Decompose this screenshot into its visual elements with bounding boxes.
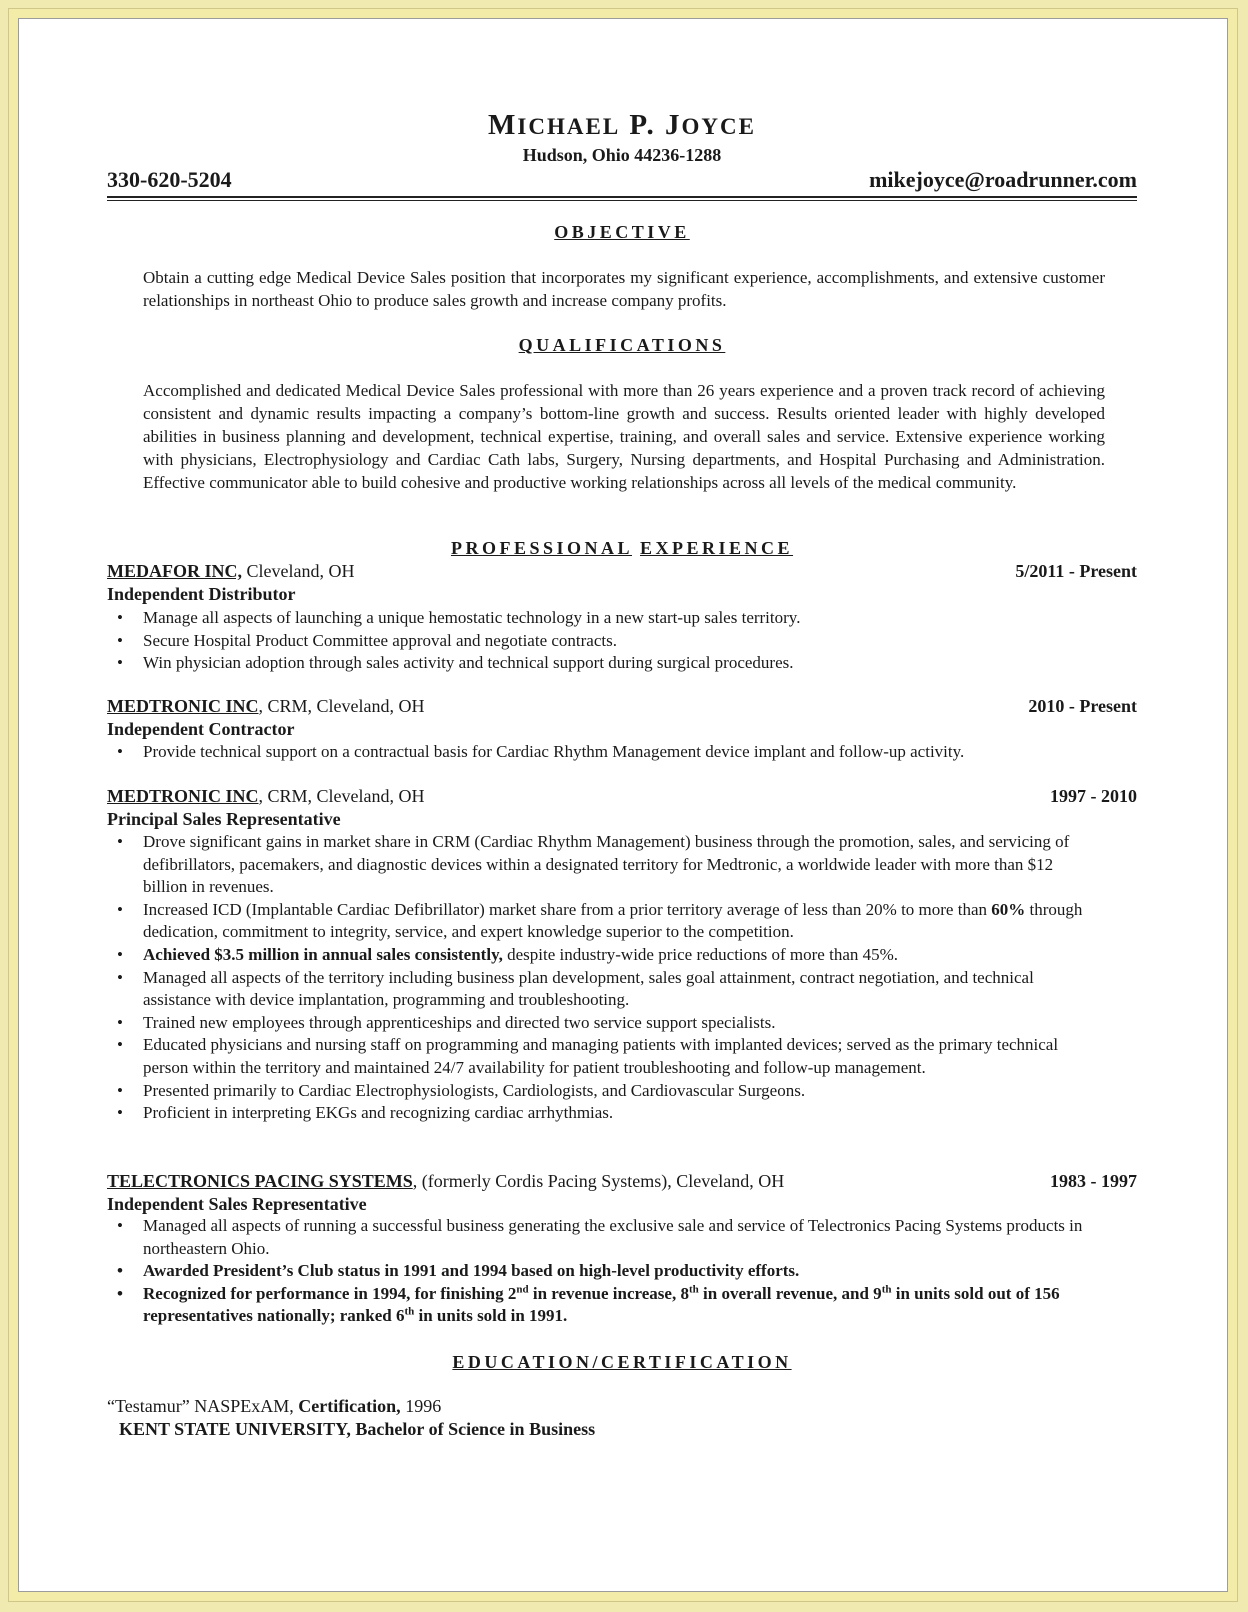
phone-number: 330-620-5204 — [107, 167, 232, 192]
company-name: MEDAFOR INC, — [107, 561, 242, 581]
name-last-rest: OYCE — [681, 114, 756, 139]
company-name: TELECTRONICS PACING SYSTEMS — [107, 1171, 413, 1191]
job-header-medtronic-contractor — [107, 696, 1137, 717]
job-bullets-medtronic-sales — [143, 831, 1101, 1125]
job-dates: 1997 - 2010 — [1050, 786, 1137, 806]
list-item: • Managed all aspects of running a successful business generating the exclusive sale and service of Telectronics Pacing Systems products in northeastern Ohio. — [143, 1215, 1101, 1260]
list-item: • Presented primarily to Cardiac Electrophysiologists, Cardiologists, and Cardiovascular Surgeons. — [143, 1080, 1101, 1103]
qualifications-heading: QUALIFICATIONS — [518, 335, 726, 355]
job-dates: 2010 - Present — [1028, 696, 1137, 716]
job-role: Principal Sales Representative — [107, 809, 341, 829]
list-item: • Win physician adoption through sales activity and technical support during surgical procedures. — [143, 652, 1101, 675]
company-location: Cleveland, OH — [242, 561, 355, 581]
qualifications-text: Accomplished and dedicated Medical Device Sales professional with more than 26 years experience and a proven track record of achieving consistent and dynamic results impacting a company’s bottom-line growth and success. Results oriented leader with highly developed abilities in business planning and development, technical expertise, training, and overall sales and service. Extensive experience working with physicians, Electrophysiology and Cardiac Cath labs, Surgery, Nursing departments, and Hospital Purchasing and Administration. Effective communicator able to build cohesive and productive working relationships across all levels of the medical community. — [143, 381, 1105, 492]
address: Hudson, Ohio 44236-1288 — [522, 145, 722, 165]
company-name: MEDTRONIC INC — [107, 786, 259, 806]
name-middle: P. — [629, 109, 656, 141]
list-item: • Managed all aspects of the territory including business plan development, sales goal attainment, contract negotiation, and technical assistance with device implantation, programming and troubleshooting. — [143, 967, 1101, 1012]
job-role: Independent Contractor — [107, 719, 295, 739]
job-bullets-medafor — [143, 607, 1101, 675]
job-header-medafor — [107, 561, 1137, 582]
list-item: • Proficient in interpreting EKGs and recognizing cardiac arrhythmias. — [143, 1102, 1101, 1125]
job-bullets-medtronic-contractor — [143, 741, 1101, 764]
company-location: , CRM, Cleveland, OH — [258, 696, 425, 716]
objective-text: Obtain a cutting edge Medical Device Sales position that incorporates my significant experience, accomplishments, and extensive customer relationships in northeast Ohio to produce sales growth and increase company profits. — [143, 268, 1105, 310]
experience-heading: PROFESSIONAL EXPERIENCE — [450, 538, 794, 558]
certification-line: “Testamur” NASPExAM, Certification, 1996 — [107, 1396, 442, 1416]
list-item: • Provide technical support on a contractual basis for Cardiac Rhythm Management device implant and follow-up activity. — [143, 741, 1101, 764]
email-address: mikejoyce@roadrunner.com — [869, 167, 1137, 192]
job-role: Independent Sales Representative — [107, 1194, 367, 1214]
list-item: • Recognized for performance in 1994, for finishing 2nd in revenue increase, 8th in overall revenue, and 9th in units sold out of 156 representatives nationally; ranked 6th in units sold in 1991. — [143, 1283, 1101, 1328]
list-item: • Increased ICD (Implantable Cardiac Defibrillator) market share from a prior territory average of less than 20% to more than 60% through dedication, commitment to integrity, service, and expert knowledge superior to the competition. — [143, 899, 1101, 944]
header-divider — [107, 196, 1137, 198]
list-item: • Educated physicians and nursing staff on programming and managing patients with implanted devices; served as the primary technical person within the territory and maintained 24/7 availability for patient troubleshooting and follow-up management. — [143, 1034, 1101, 1079]
job-header-medtronic-sales — [107, 786, 1137, 807]
name-last-initial: J — [664, 109, 682, 141]
company-name: MEDTRONIC INC — [107, 696, 259, 716]
name-first-rest: ICHAEL — [517, 114, 621, 139]
degree-line: KENT STATE UNIVERSITY, Bachelor of Science in Business — [119, 1419, 596, 1439]
list-item: • Achieved $3.5 million in annual sales consistently, despite industry-wide price reductions of more than 45%. — [143, 944, 1101, 967]
company-location: , CRM, Cleveland, OH — [258, 786, 425, 806]
list-item: • Drove significant gains in market share in CRM (Cardiac Rhythm Management) business through the promotion, sales, and servicing of defibrillators, pacemakers, and diagnostic devices within a designated territory for Medtronic, a worldwide leader with more than $12 billion in revenues. — [143, 831, 1101, 899]
education-heading: EDUCATION/CERTIFICATION — [452, 1352, 792, 1372]
list-item: • Manage all aspects of launching a unique hemostatic technology in a new start-up sales territory. — [143, 607, 1101, 630]
objective-heading: OBJECTIVE — [554, 222, 690, 242]
job-header-telectronics — [107, 1171, 1137, 1192]
job-dates: 5/2011 - Present — [1015, 561, 1137, 581]
resume-page — [18, 18, 1228, 1592]
job-role: Independent Distributor — [107, 584, 296, 604]
header-divider-thin — [107, 200, 1137, 201]
candidate-name — [107, 109, 1137, 142]
contact-line — [107, 167, 1137, 193]
list-item: • Secure Hospital Product Committee approval and negotiate contracts. — [143, 630, 1101, 653]
list-item: • Trained new employees through apprenticeships and directed two service support specialists. — [143, 1012, 1101, 1035]
company-location: , (formerly Cordis Pacing Systems), Cleveland, OH — [412, 1171, 785, 1191]
list-item: • Awarded President’s Club status in 1991 and 1994 based on high-level productivity efforts. — [143, 1260, 1101, 1283]
job-bullets-telectronics — [143, 1215, 1101, 1328]
name-first-initial: M — [488, 109, 518, 141]
job-dates: 1983 - 1997 — [1050, 1171, 1137, 1191]
